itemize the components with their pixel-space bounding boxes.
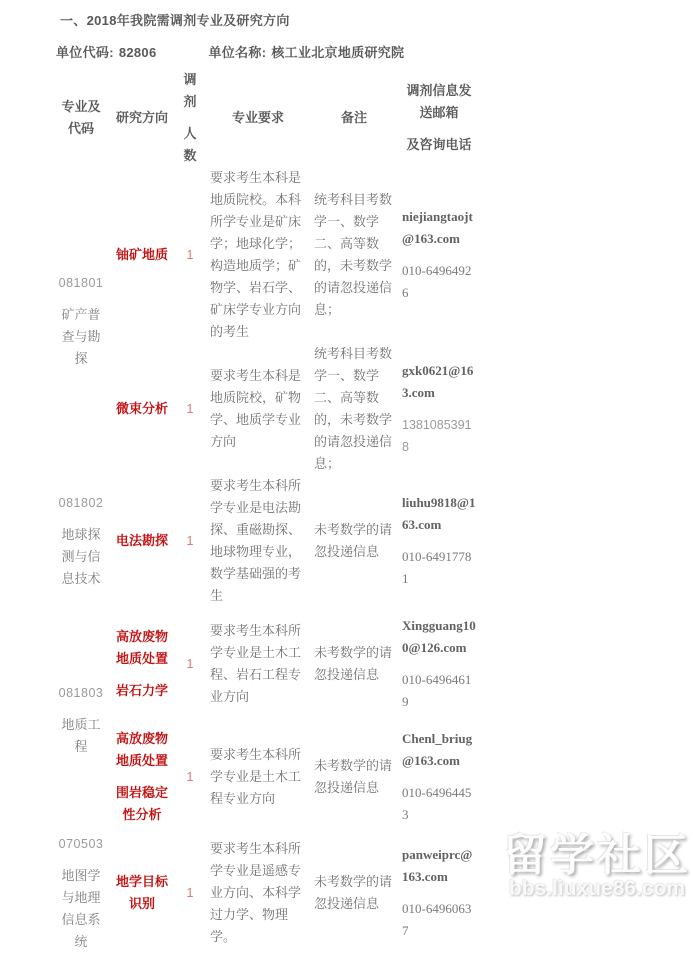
watermark-url: bbs.liuxue86.com — [508, 877, 686, 900]
major-name: 地球探测与信息技术 — [61, 527, 101, 586]
contact-cell — [398, 167, 480, 343]
quota-count: 1 — [186, 770, 194, 784]
contact-cell — [398, 343, 480, 475]
header-label: 调剂信息发送邮箱 — [406, 83, 472, 120]
requirement-text: 要求考生本科所学专业是土木工程、岩石工程专业方向 — [210, 623, 302, 704]
header-cell-requirement — [206, 69, 310, 167]
header-cell-contact — [398, 69, 480, 167]
requirement-text: 要求考生本科所学专业是遥感专业方向、本科学过力学、物理学。 — [210, 841, 302, 944]
email-text: panweiprc@163.com — [402, 847, 473, 884]
header-cell-direction — [110, 69, 174, 167]
contact-cell — [398, 833, 480, 953]
phone-text: 010-64917781 — [402, 549, 472, 586]
direction-text: 电法勘探 — [115, 533, 168, 548]
quota-count: 1 — [186, 534, 194, 548]
unit-code-value: 82806 — [118, 45, 157, 60]
header-label: 及咨询电话 — [406, 137, 472, 152]
direction-cell — [110, 343, 174, 475]
direction-text: 高放废物地质处置 — [115, 629, 168, 666]
header-cell-major-code — [52, 69, 110, 167]
table-header-row — [52, 69, 480, 167]
note-text: 未考数学的请忽投递信息 — [314, 522, 393, 559]
unit-info-line — [56, 42, 693, 61]
major-code: 081802 — [58, 496, 104, 510]
major-name: 地质工程 — [61, 717, 101, 754]
direction-cell — [110, 167, 174, 343]
direction-text: 地学目标识别 — [115, 874, 168, 911]
direction-text: 围岩稳定性分析 — [115, 785, 168, 822]
direction-cell — [110, 475, 174, 607]
contact-cell — [398, 475, 480, 607]
note-text: 未考数学的请忽投递信息 — [314, 874, 393, 911]
requirement-text: 要求考生本科是地质院校，矿物学、地质学专业方向 — [210, 368, 302, 449]
quota-count: 1 — [186, 402, 194, 416]
major-name: 矿产普查与勘探 — [61, 307, 101, 366]
major-code: 081801 — [58, 276, 104, 290]
note-text: 未考数学的请忽投递信息 — [314, 758, 393, 795]
email-text: Xingguang100@126.com — [402, 618, 476, 655]
major-code: 070503 — [58, 837, 104, 851]
quota-count: 1 — [186, 886, 194, 900]
header-cell-quota — [174, 69, 206, 167]
major-code-cell — [52, 607, 110, 833]
major-code-cell — [52, 167, 110, 475]
email-text: niejiangtaojt@163.com — [402, 209, 473, 246]
major-code-cell — [52, 475, 110, 607]
direction-cell — [110, 721, 174, 833]
unit-code-label: 单位代码: — [56, 45, 114, 60]
header-label: 专业及代码 — [61, 99, 101, 136]
header-label: 人数 — [183, 126, 197, 163]
header-label: 备注 — [340, 110, 367, 125]
contact-cell — [398, 607, 480, 721]
note-text: 统考科目考数学一、数学二、高等数的，未考数学的请忽投递信息； — [314, 192, 393, 317]
email-text: Chenl_briug@163.com — [402, 731, 473, 768]
quota-count: 1 — [186, 248, 194, 262]
table-row — [52, 833, 480, 953]
note-text: 未考数学的请忽投递信息 — [314, 645, 393, 682]
direction-text: 岩石力学 — [115, 683, 168, 698]
phone-text: 010-64964619 — [402, 672, 472, 709]
major-code: 081803 — [58, 686, 104, 700]
phone-text: 010-64964926 — [402, 263, 472, 300]
email-text: gxk0621@163.com — [402, 363, 474, 400]
email-text: liuhu9818@163.com — [402, 495, 476, 532]
phone-text: 13810853918 — [402, 418, 472, 454]
table-row — [52, 475, 480, 607]
major-code-cell — [52, 833, 110, 953]
contact-cell — [398, 721, 480, 833]
page-title: 一、2018年我院需调剂专业及研究方向 — [60, 13, 290, 28]
direction-cell — [110, 833, 174, 953]
table-row — [52, 607, 480, 721]
header-label: 调剂 — [183, 72, 197, 109]
header-cell-note — [310, 69, 398, 167]
requirement-text: 要求考生本科是地质院校。本科所学专业是矿床学；地球化学；构造地质学；矿物学、岩石学、矿床学专业方向的考生 — [210, 170, 302, 339]
direction-text: 铀矿地质 — [115, 247, 168, 262]
header-label: 研究方向 — [115, 110, 168, 125]
note-text: 统考科目考数学一、数学二、高等数的，未考数学的请忽投递信息； — [314, 346, 393, 471]
table-row — [52, 167, 480, 343]
phone-text: 010-64960637 — [402, 901, 472, 938]
quota-count: 1 — [186, 657, 194, 671]
requirement-text: 要求考生本科所学专业是土木工程专业方向 — [210, 747, 302, 806]
unit-name-value: 核工业北京地质研究院 — [271, 45, 405, 60]
major-name: 地图学与地理信息系统 — [61, 868, 101, 949]
unit-name-label: 单位名称: — [208, 45, 267, 60]
header-label: 专业要求 — [231, 110, 284, 125]
adjustment-table — [52, 69, 480, 953]
table-row — [52, 343, 480, 475]
table-row — [52, 721, 480, 833]
direction-text: 微束分析 — [115, 401, 168, 416]
requirement-text: 要求考生本科所学专业是电法勘探、重磁勘探、地球物理专业，数学基础强的考生 — [210, 478, 302, 603]
direction-text: 高放废物地质处置 — [115, 731, 168, 768]
phone-text: 010-64964453 — [402, 785, 472, 822]
watermark-title: 留学社区 — [503, 831, 691, 880]
direction-cell — [110, 607, 174, 721]
